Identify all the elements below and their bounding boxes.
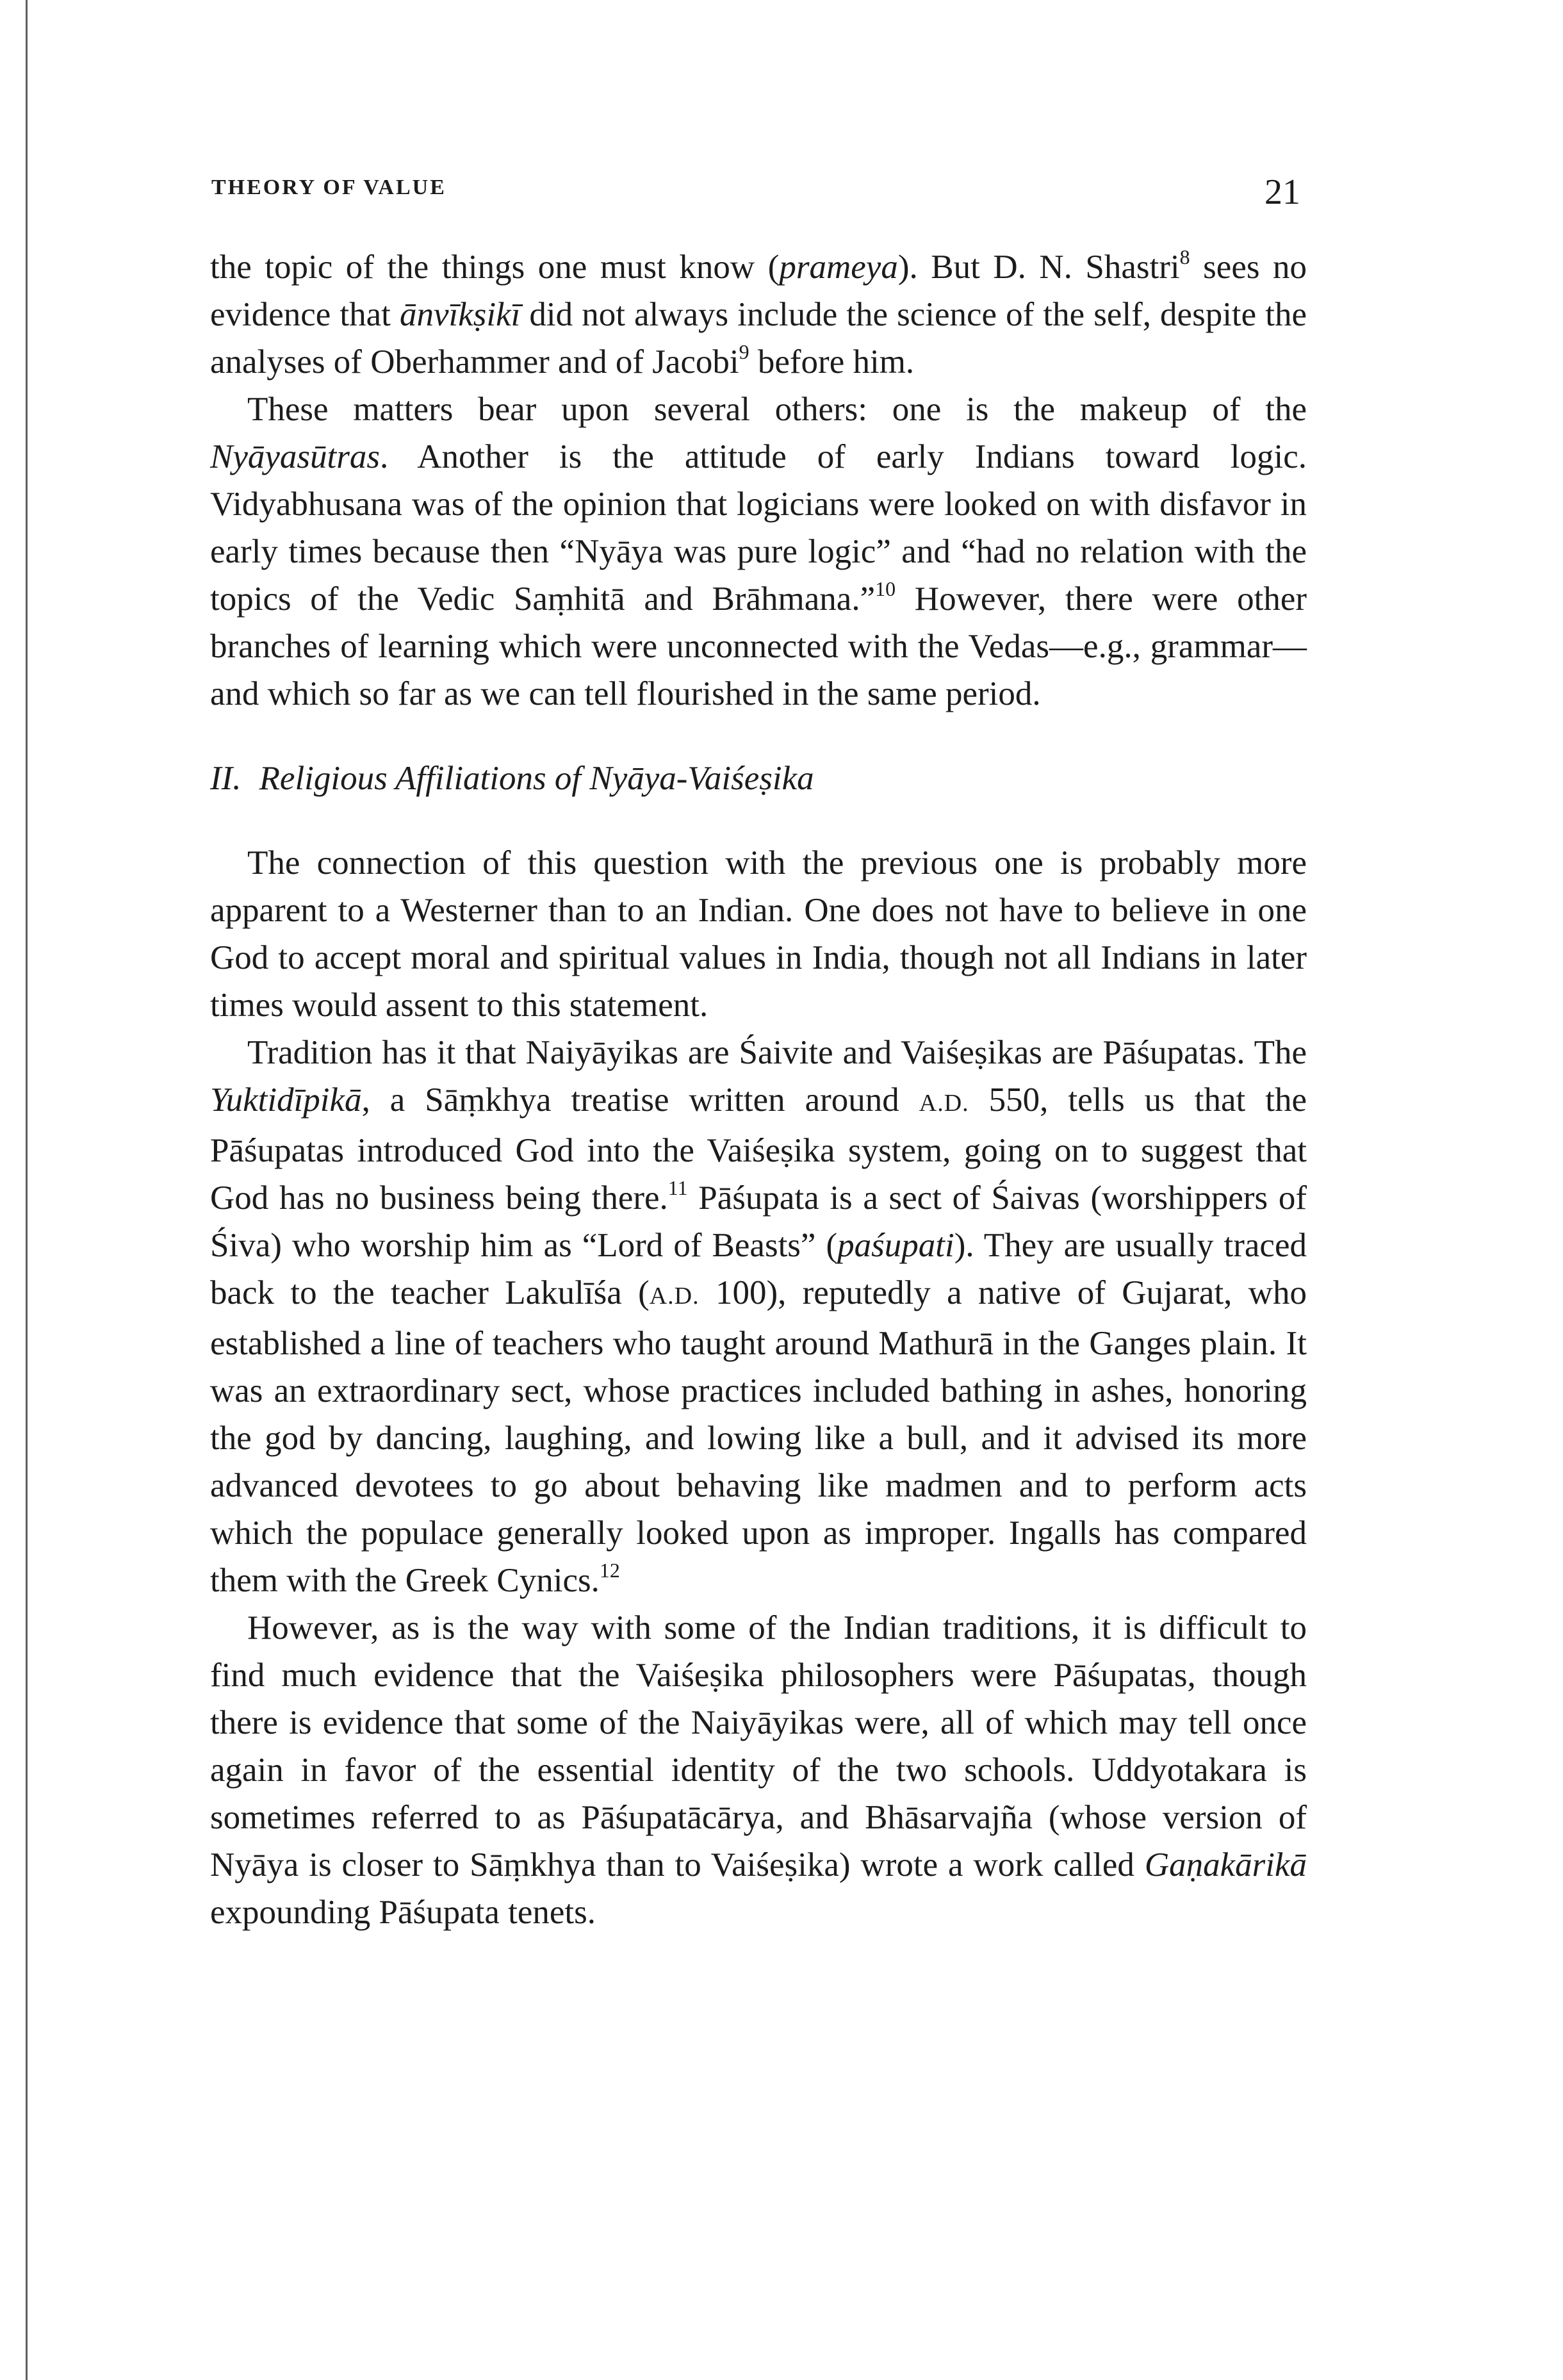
- text-run: Pāśupata is a sect of Śaivas (worshippers of Śiva) who worship him as “Lord of Beasts” (: [210, 1179, 1307, 1264]
- footnote-marker: 11: [667, 1176, 688, 1199]
- era-abbreviation: A.D.: [919, 1090, 969, 1117]
- section-heading: [210, 755, 1307, 802]
- footnote-marker: 8: [1179, 245, 1190, 268]
- section-number: II.: [210, 760, 241, 797]
- page-number: 21: [1264, 172, 1300, 212]
- paragraph-5: [210, 1604, 1307, 1936]
- footnote-marker: 9: [739, 340, 749, 363]
- text-run: 100), reputedly a native of Gujarat, who established a line of teachers who taught around Mathurā in the Ganges plain. It was an extraordinary sect, whose practices included bathing in ashes, honoring the god by dancing, laughing, and lowing like a bull, and it advised its more advanced devotees to go about behaving like madmen and to perform acts which the populace generally looked upon as improper. Ingalls has compared them with the Greek Cynics.: [210, 1274, 1307, 1599]
- text-run: sees no evidence that: [210, 249, 1307, 333]
- text-run: before him.: [749, 343, 915, 381]
- text-run: did not always include the science of the self, despite the analyses of Oberhammer and of Jacobi: [210, 296, 1307, 381]
- italic-term: Nyāyasūtras: [210, 438, 380, 475]
- paragraph-1: [210, 243, 1307, 386]
- text-run: 550, tells us that the Pāśupatas introduced God into the Vaiśeṣika system, going on to suggest that God has no business being there.: [210, 1081, 1307, 1217]
- running-title: THEORY OF VALUE: [211, 176, 446, 199]
- italic-term: ānvīkṣikī: [399, 296, 521, 333]
- text-run: However, as is the way with some of the Indian traditions, it is difficult to find much evidence that the Vaiśeṣika philosophers were Pāśupatas, though there is evidence that some of the Naiyāyikas were, all of which may tell once again in favor of the essential identity of the two schools. Uddyotakara is sometimes referred to as Pāśupatācārya, and Bhāsarvajña (whose version of Nyāya is closer to Sāṃkhya than to Vaiśeṣika) wrote a work called: [210, 1609, 1307, 1883]
- text-run: . Another is the attitude of early Indians toward logic. Vidyabhusana was of the opinion that logicians were looked on with disfavor in early times because then “Nyāya was pure logic” and “had no relation with the topics of the Vedic Saṃhitā and Brāhmana.”: [210, 438, 1307, 618]
- italic-term: Gaṇakārikā: [1144, 1846, 1307, 1883]
- text-run: These matters bear upon several others: one is the makeup of the: [247, 391, 1307, 428]
- era-abbreviation: A.D.: [649, 1283, 700, 1309]
- body-text: [210, 243, 1307, 1936]
- text-run: ). But D. N. Shastri: [897, 249, 1180, 286]
- text-run: ). They are usually traced back to the teacher Lakulīśa (: [210, 1227, 1307, 1311]
- scan-margin-line: [26, 0, 28, 2380]
- text-run: the topic of the things one must know (: [210, 249, 780, 286]
- paragraph-2: [210, 386, 1307, 718]
- section-title: Religious Affiliations of Nyāya-Vaiśeṣika: [259, 760, 814, 797]
- text-run: , a Sāṃkhya treatise written around: [361, 1081, 919, 1119]
- footnote-marker: 10: [875, 577, 896, 600]
- text-run: expounding Pāśupata tenets.: [210, 1894, 596, 1931]
- running-head: [211, 172, 1300, 210]
- footnote-marker: 12: [599, 1559, 620, 1582]
- italic-term: paśupati: [837, 1227, 954, 1264]
- paragraph-3: [210, 839, 1307, 1029]
- text-run: Tradition has it that Naiyāyikas are Śaivite and Vaiśeṣikas are Pāśupatas. The: [247, 1034, 1307, 1071]
- paragraph-4: [210, 1029, 1307, 1604]
- text-run: However, there were other branches of learning which were unconnected with the Vedas—e.g., grammar—and which so far as we can tell flourished in the same period.: [210, 580, 1307, 712]
- italic-term: Yuktidīpikā: [210, 1081, 362, 1119]
- text-run: The connection of this question with the previous one is probably more apparent to a Westerner than to an Indian. One does not have to believe in one God to accept moral and spiritual values in India, though not all Indians in later times would assent to this statement.: [210, 844, 1307, 1024]
- italic-term: prameya: [779, 249, 898, 286]
